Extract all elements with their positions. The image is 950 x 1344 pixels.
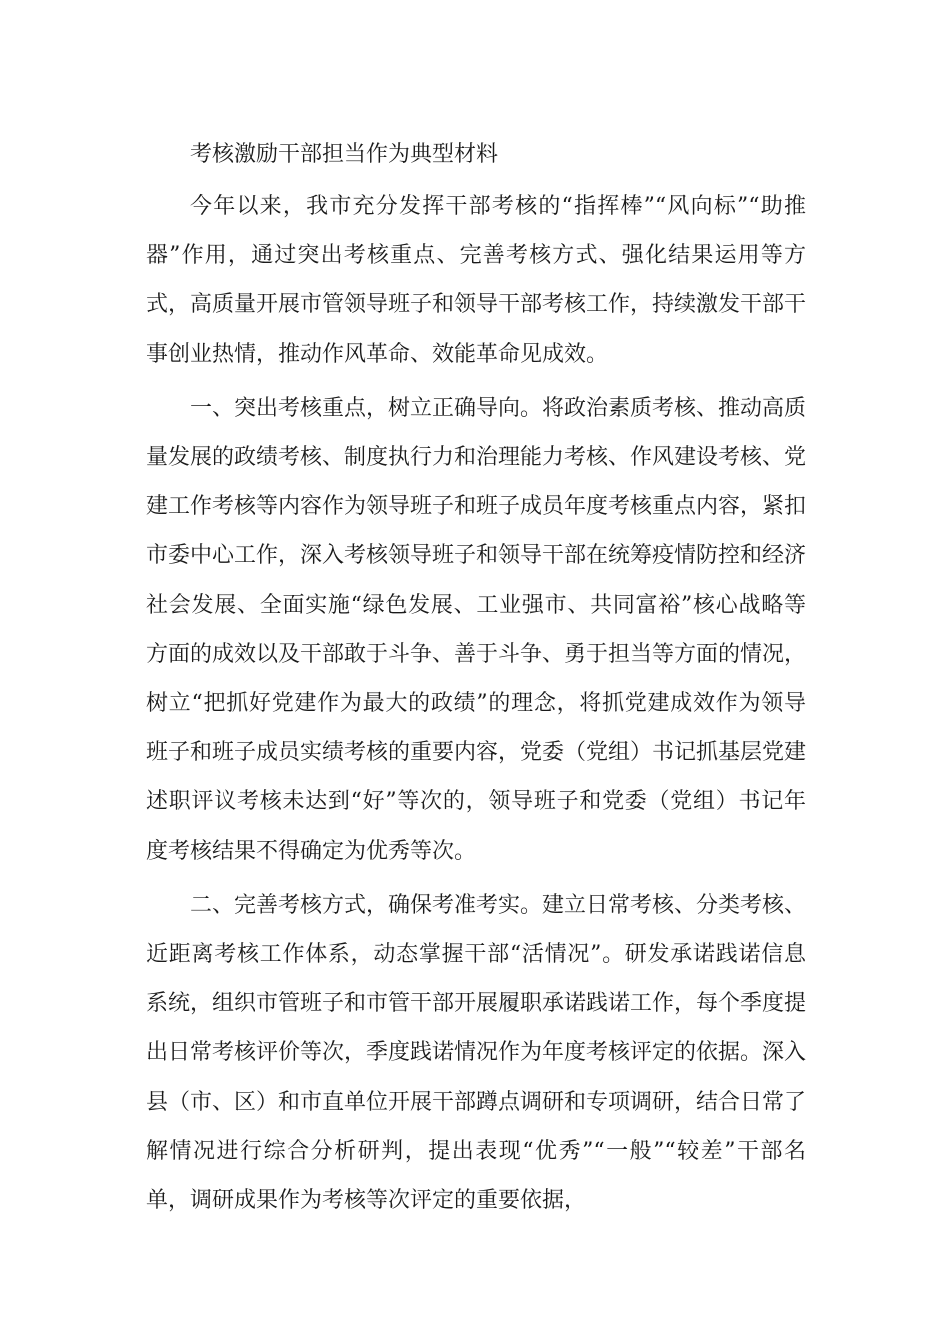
document-page: [146, 130, 806, 1225]
paragraph-section-one: 一、突出考核重点，树立正确导向。将政治素质考核、推动高质量发展的政绩考核、制度执行力和治理能力考核、作风建设考核、党建工作考核等内容作为领导班子和班子成员年度考核重点内容，紧扣市委中心工作，深入考核领导班子和领导干部在统筹疫情防控和经济社会发展、全面实施“绿色发展、工业强市、共同富裕”核心战略等方面的成效以及干部敢于斗争、善于斗争、勇于担当等方面的情况，树立“把抓好党建作为最大的政绩”的理念，将抓党建成效作为领导班子和班子成员实绩考核的重要内容，党委（党组）书记抓基层党建述职评议考核未达到“好”等次的，领导班子和党委（党组）书记年度考核结果不得确定为优秀等次。: [146, 395, 807, 864]
document-title: 考核激励干部担当作为典型材料: [190, 142, 499, 167]
paragraph-intro: 今年以来，我市充分发挥干部考核的“指挥棒”“风向标”“助推器”作用，通过突出考核重点、完善考核方式、强化结果运用等方式，高质量开展市管领导班子和领导干部考核工作，持续激发干部干事创业热情，推动作风革命、效能革命见成效。: [146, 194, 807, 367]
paragraph-section-two: 二、完善考核方式，确保考准考实。建立日常考核、分类考核、近距离考核工作体系，动态掌握干部“活情况”。研发承诺践诺信息系统，组织市管班子和市管干部开展履职承诺践诺工作，每个季度提出日常考核评价等次，季度践诺情况作为年度考核评定的依据。深入县（市、区）和市直单位开展干部蹲点调研和专项调研，结合日常了解情况进行综合分析研判，提出表现“优秀”“一般”“较差”干部名单，调研成果作为考核等次评定的重要依据，: [146, 892, 807, 1214]
